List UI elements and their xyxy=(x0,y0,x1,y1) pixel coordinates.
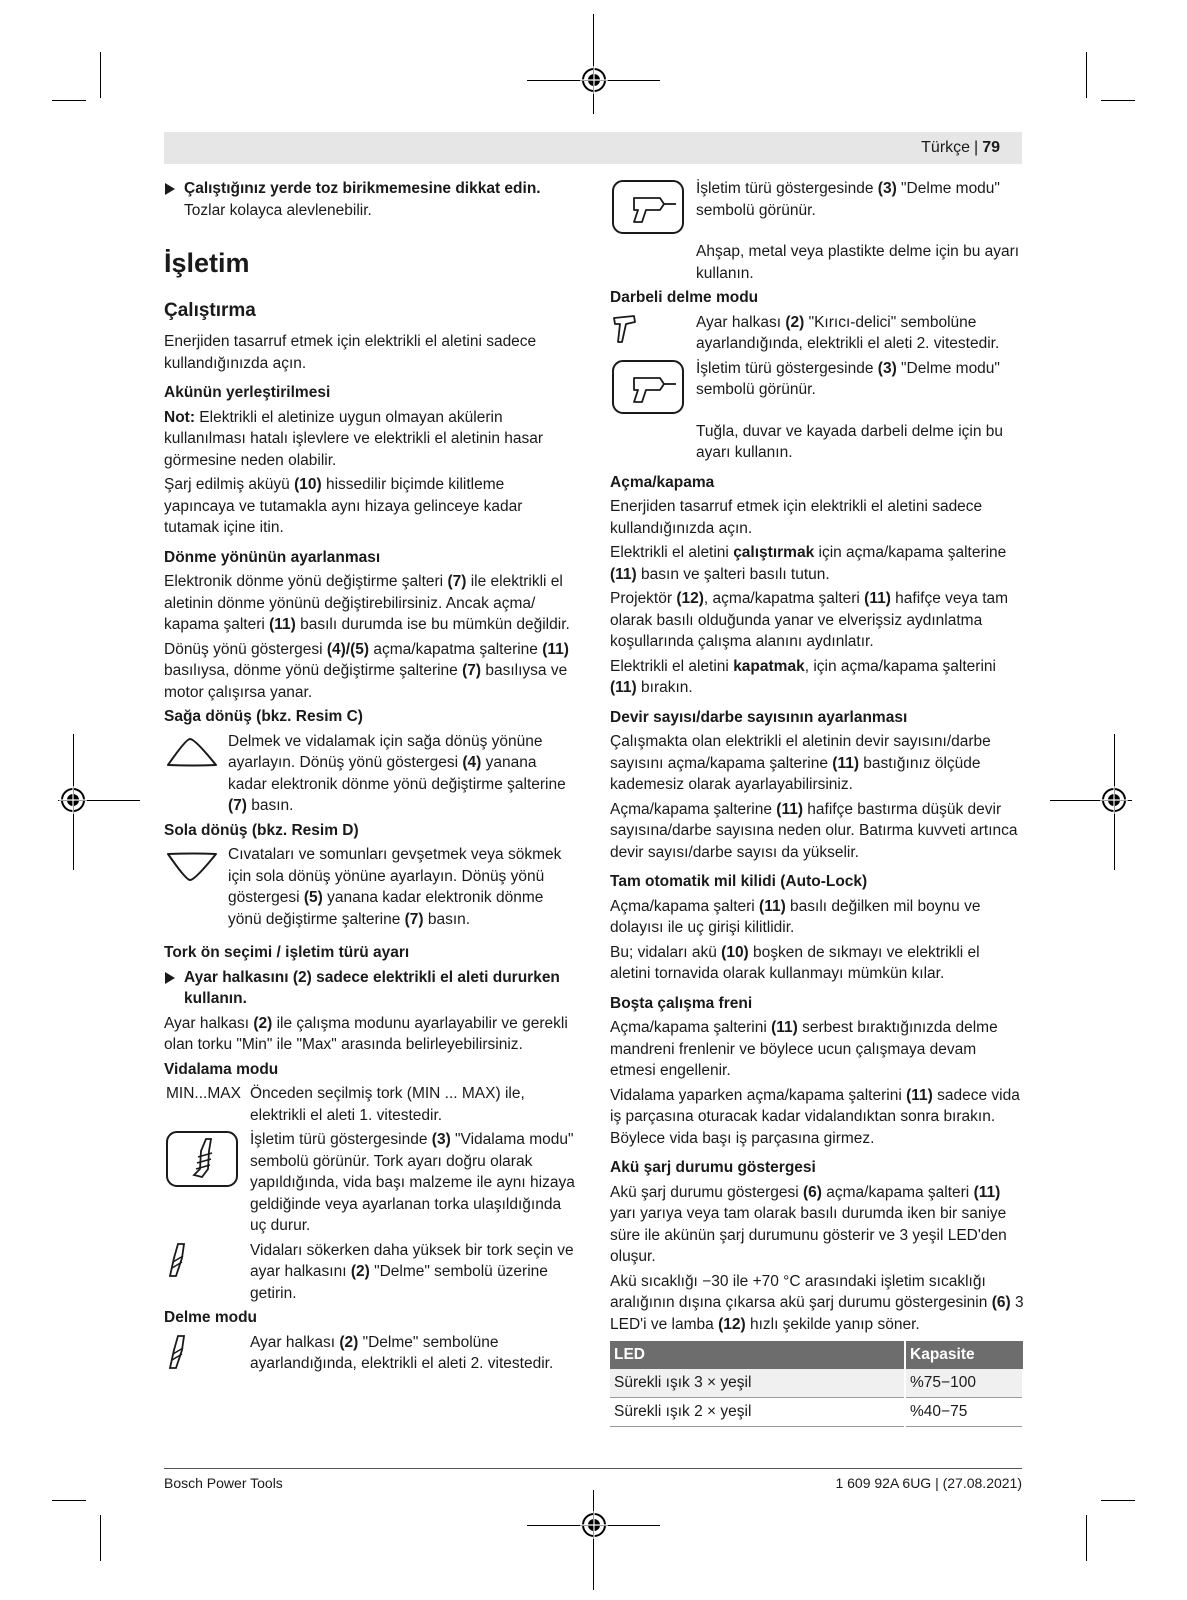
page-number: 79 xyxy=(982,139,1000,156)
hammer-display-row xyxy=(610,358,1024,418)
battery-note xyxy=(164,407,578,472)
table-header-led: LED xyxy=(610,1341,905,1369)
rotation-right-icon xyxy=(164,731,228,779)
registration-mark-icon xyxy=(580,66,608,94)
crop-mark xyxy=(1086,1515,1087,1561)
table-row xyxy=(610,1369,1023,1398)
drill-mode-heading: Delme modu xyxy=(164,1309,258,1326)
onoff-paragraph-2: Elektrikli el aletini çalıştırmak için açma/kapama şalterine (11) basın ve şalteri basılı tutun. xyxy=(610,544,1007,583)
direction-heading: Dönme yönünün ayarlanması xyxy=(164,548,381,566)
minmax-row xyxy=(164,1083,578,1126)
minmax-label: MIN...MAX xyxy=(166,1085,241,1102)
brake-paragraph-2: Vidalama yaparken açma/kapama şalterini (11) sadece vida iş parçasına oturacak kadar vidalandıktan sonra bırakın. Böylece vida başı iş parçasına girmez. xyxy=(610,1086,1020,1147)
charge-heading: Akü şarj durumu göstergesi xyxy=(610,1159,816,1176)
bullet-triangle-icon xyxy=(165,972,175,984)
footer-divider xyxy=(164,1468,1022,1469)
charge-paragraph-1: Akü şarj durumu göstergesi (6) açma/kapama şalteri (11) yarı yarıya veya tam olarak basılı durumda iken bir saniye süre ile akünün şarj durumunu gösterir ve 3 yeşil LED'den oluşur. xyxy=(610,1183,1007,1265)
crop-mark xyxy=(1101,1500,1135,1501)
table-header-row xyxy=(610,1341,1023,1369)
drill-use-row xyxy=(610,241,1024,284)
note-text: Elektrikli el aletinize uygun olmayan akülerin kullanılması hatalı işlevlere ve elektrikli el aletinin hasar görmesine neden olabilir. xyxy=(164,408,544,469)
table-row xyxy=(610,1398,1023,1427)
warning-bullet xyxy=(164,178,578,221)
hammer-use-text: Tuğla, duvar ve kayada darbeli delme için bu ayarı kullanın. xyxy=(696,422,1004,461)
led-capacity-table xyxy=(610,1341,1024,1427)
page-header xyxy=(164,132,1022,164)
warning-text: Tozlar kolayca alevlenebilir. xyxy=(184,201,372,219)
right-rotation-text: Delmek ve vidalamak için sağa dönüş yönüne ayarlayın. Dönüş yönü göstergesi (4) yanana kadar elektronik dönme yönü değiştirme şalterine (7) basın. xyxy=(228,732,566,814)
drill-bit-icon xyxy=(164,1332,250,1372)
hammer-row xyxy=(610,312,1024,355)
left-column xyxy=(164,178,578,1378)
rotation-left-icon xyxy=(164,844,228,892)
brake-paragraph-1: Açma/kapama şalterini (11) serbest bıraktığınızda delme mandreni frenlenir ve böylece ucun çalışmaya devam etmesi engellenir. xyxy=(610,1019,998,1079)
table-cell: %40−75 xyxy=(905,1398,1023,1427)
drill-mode-symbol-icon xyxy=(610,358,696,418)
drill-display-row xyxy=(610,178,1024,238)
table-cell: %75−100 xyxy=(905,1369,1023,1398)
direction-paragraph-2: Dönüş yönü göstergesi (4)/(5) açma/kapatma şalterine (11) basılıysa, dönme yönü değiştirme şalterine (7) basılıysa ve motor çalışırsa yanar. xyxy=(164,640,569,701)
onoff-heading: Açma/kapama xyxy=(610,473,715,491)
onoff-paragraph-1: Enerjiden tasarruf etmek için elektrikli el aletini sadece kullandığınızda açın. xyxy=(610,498,983,537)
onoff-paragraph-4: Elektrikli el aletini kapatmak, için açma/kapama şalterini (11) bırakın. xyxy=(610,657,996,696)
right-column xyxy=(610,178,1024,1427)
direction-paragraph-1: Elektronik dönme yönü değiştirme şalteri (7) ile elektrikli el aletinin dönme yönünü değiştirebilirsiniz. Ancak açma/ kapama şalteri (11) basılı durumda ise bu mümkün değildir. xyxy=(164,573,570,633)
lock-paragraph-2: Bu; vidaları akü (10) boşken de sıkmayı ve elektrikli el aletini tornavida olarak kullanmayı mümkün kılar. xyxy=(610,943,980,982)
header-text xyxy=(921,139,1000,157)
torque-heading: Tork ön seçimi / işletim türü ayarı xyxy=(164,944,410,961)
screw-display-row xyxy=(164,1129,578,1237)
left-rotation-row xyxy=(164,844,578,930)
torque-warning xyxy=(164,967,578,1010)
crop-mark xyxy=(1101,100,1135,101)
screw-mode-heading: Vidalama modu xyxy=(164,1060,279,1078)
crop-mark xyxy=(1086,52,1087,98)
lock-paragraph-1: Açma/kapama şalteri (11) basılı değilken mil boynu ve dolayısı ile uç girişi kilitlidir. xyxy=(610,897,981,936)
intro-paragraph: Enerjiden tasarruf etmek için elektrikli el aletini sadece kullandığınızda açın. xyxy=(164,333,537,372)
footer-brand: Bosch Power Tools xyxy=(164,1475,283,1491)
bullet-triangle-icon xyxy=(165,183,175,195)
hammer-heading: Darbeli delme modu xyxy=(610,289,759,306)
table-header-capacity: Kapasite xyxy=(905,1341,1023,1369)
speed-paragraph-1: Çalışmakta olan elektrikli el aletinin devir sayısını/darbe sayısını açma/kapama şalterine (11) bastığınız ölçüde kademesiz olarak ayarlayabilirsiniz. xyxy=(610,733,991,793)
crop-mark xyxy=(593,14,594,114)
drill-display-text: İşletim türü göstergesinde (3) "Delme modu" sembolü görünür. xyxy=(696,180,1000,219)
drill-mode-text: Ayar halkası (2) "Delme" sembolüne ayarlandığında, elektrikli el aleti 2. vitestedir. xyxy=(250,1333,554,1372)
screw-display-text: İşletim türü göstergesinde (3) "Vidalama modu" sembolü görünür. Tork ayarı doğru olarak yapıldığında, vida başı malzeme ile aynı hizaya geldiğinde veya ayarlanan torka ulaşıldığında uç durur. xyxy=(250,1131,575,1234)
left-rotation-text: Cıvataları ve somunları gevşetmek veya sökmek için sola dönüş yönüne ayarlayın. Dönüş yönü göstergesi (5) yanana kadar elektronik dönme yönü değiştirme şalterine (7) basın. xyxy=(228,846,562,928)
crop-mark xyxy=(52,1500,86,1501)
charge-paragraph-2: Akü sıcaklığı −30 ile +70 °C arasındaki işletim sıcaklığı aralığının dışına çıkarsa akü şarj durumu göstergesinin (6) 3 LED'i ve lamba (12) hızlı şekilde yanıp söner. xyxy=(610,1272,1024,1333)
registration-mark-icon xyxy=(580,1511,608,1539)
hammer-use-row xyxy=(610,421,1024,464)
subsection-title: Çalıştırma xyxy=(164,300,256,321)
table-cell: Sürekli ışık 3 × yeşil xyxy=(610,1369,905,1398)
torque-warning-text: Ayar halkasını (2) sadece elektrikli el aleti dururken kullanın. xyxy=(184,968,560,1007)
hammer-display-text: İşletim türü göstergesinde (3) "Delme modu" sembolü görünür. xyxy=(696,359,1000,398)
brake-heading: Boşta çalışma freni xyxy=(610,994,753,1012)
drill-bit-icon xyxy=(164,1240,250,1280)
screwdriver-symbol-icon xyxy=(164,1129,250,1191)
hammer-icon xyxy=(610,312,696,352)
hammer-text: Ayar halkası (2) "Kırıcı-delici" sembolüne ayarlandığında, elektrikli el aleti 2. vitestedir. xyxy=(696,313,1000,352)
battery-heading: Akünün yerleştirilmesi xyxy=(164,384,331,401)
crop-mark xyxy=(52,100,86,101)
crop-mark xyxy=(100,1515,101,1561)
drill-mode-row xyxy=(164,1332,578,1375)
registration-mark-icon xyxy=(1100,786,1128,814)
footer-doc-id: 1 609 92A 6UG | (27.08.2021) xyxy=(835,1475,1022,1491)
lock-heading: Tam otomatik mil kilidi (Auto-Lock) xyxy=(610,873,868,890)
minmax-text: Önceden seçilmiş tork (MIN ... MAX) ile, elektrikli el aleti 1. vitestedir. xyxy=(250,1085,525,1124)
speed-heading: Devir sayısı/darbe sayısının ayarlanması xyxy=(610,708,908,726)
onoff-paragraph-3: Projektör (12), açma/kapatma şalteri (11) hafifçe veya tam olarak basılı olduğunda yanar ve elverişsiz aydınlatma koşullarında çalışma alanını aydınlatır. xyxy=(610,590,1009,650)
left-rotation-heading: Sola dönüş (bkz. Resim D) xyxy=(164,821,359,839)
unscrew-text: Vidaları sökerken daha yüksek bir tork seçin ve ayar halkasını (2) "Delme" sembolü üzerine getirin. xyxy=(250,1241,574,1302)
note-label: Not: xyxy=(164,408,195,426)
crop-mark xyxy=(100,52,101,98)
crop-mark xyxy=(593,1490,594,1590)
warning-bold: Çalıştığınız yerde toz birikmemesine dikkat edin. xyxy=(184,180,541,197)
speed-paragraph-2: Açma/kapama şalterine (11) hafifçe bastırma düşük devir sayısına/darbe sayısına neden olur. Batırma kuvveti artınca devir sayısı/darbe sayısı da yükselir. xyxy=(610,800,1018,861)
table-cell: Sürekli ışık 2 × yeşil xyxy=(610,1398,905,1427)
torque-paragraph: Ayar halkası (2) ile çalışma modunu ayarlayabilir ve gerekli olan torku "Min" ile "Max" arasında belirleyebilirsiniz. xyxy=(164,1014,568,1053)
right-rotation-heading: Sağa dönüş (bkz. Resim C) xyxy=(164,708,363,725)
battery-paragraph: Şarj edilmiş aküyü (10) hissedilir biçimde kilitleme yapıncaya ve tutamakla aynı hizaya gelinceye kadar tutamak içine itin. xyxy=(164,476,523,536)
header-language: Türkçe xyxy=(921,139,971,156)
registration-mark-icon xyxy=(59,786,87,814)
header-separator: | xyxy=(974,139,979,156)
right-rotation-row xyxy=(164,731,578,817)
drill-use-text: Ahşap, metal veya plastikte delme için bu ayarı kullanın. xyxy=(696,243,1020,282)
drill-mode-symbol-icon xyxy=(610,178,696,238)
section-title: İşletim xyxy=(164,248,250,278)
unscrew-row xyxy=(164,1240,578,1305)
